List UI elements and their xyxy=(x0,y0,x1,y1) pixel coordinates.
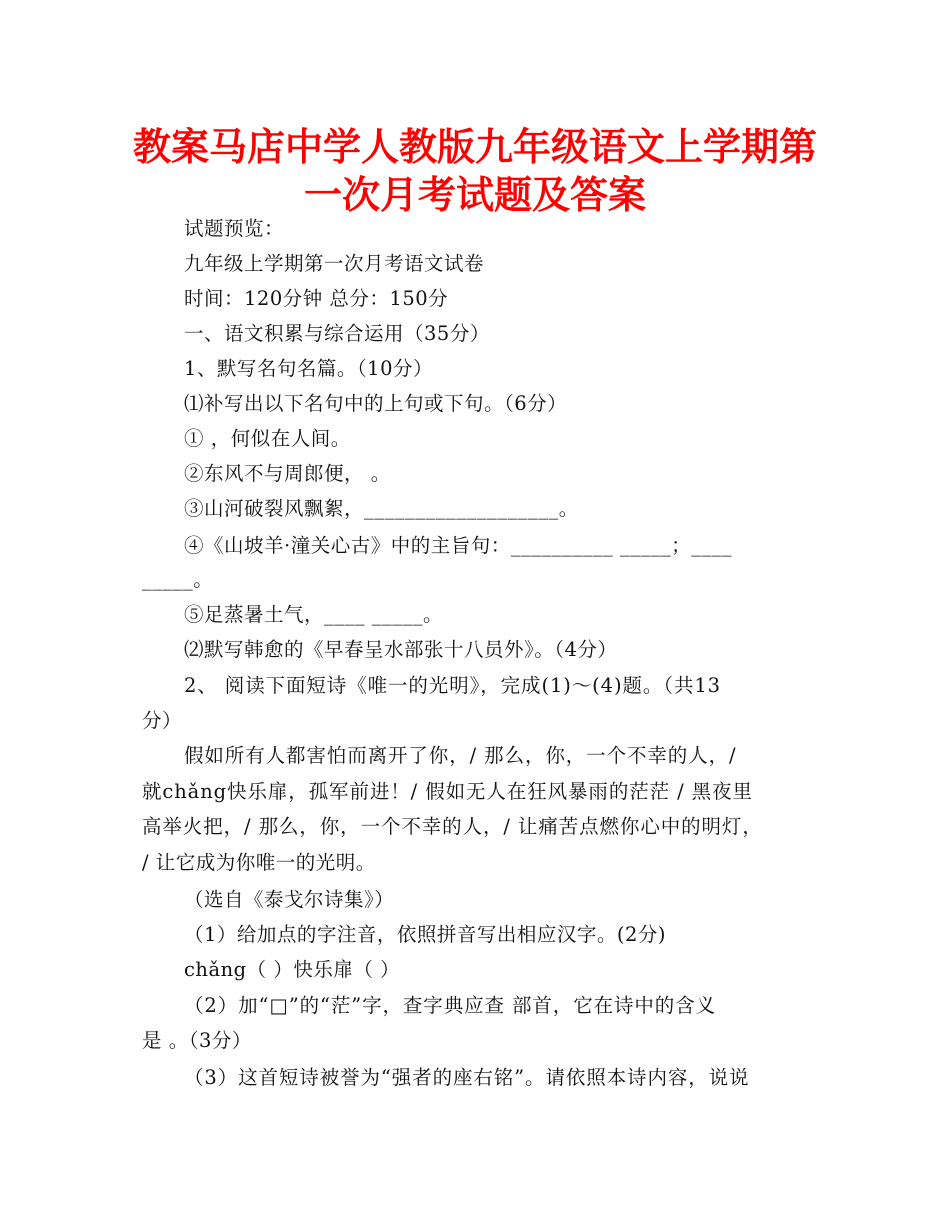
text-line: ⑵默写韩愈的《早春呈水部张十八员外》。（4分） xyxy=(184,638,618,661)
text-line: （2）加“□”的“茫”字，查字典应查 部首，它在诗中的含义 xyxy=(184,994,717,1017)
text-line: 一、语文积累与综合运用（35分） xyxy=(184,322,490,345)
text-line: （3）这首短诗被誉为“强者的座右铭”。请依照本诗内容，说说 xyxy=(184,1066,750,1089)
text-line: _____。 xyxy=(142,568,214,591)
document-title-line-1: 教案马店中学人教版九年级语文上学期第 xyxy=(132,125,817,169)
text-line: chǎng（ ）快乐扉（ ） xyxy=(184,958,401,981)
text-line: ③山河破裂风飘絮，___________________。 xyxy=(184,497,579,520)
text-line: 高举火把，/ 那么，你，一个不幸的人，/ 让痛苦点燃你心中的明灯， xyxy=(142,815,763,838)
text-line: 试题预览： xyxy=(184,217,285,240)
text-line: / 让它成为你唯一的光明。 xyxy=(142,851,376,874)
text-line: 2、 阅读下面短诗《唯一的光明》，完成(1)～(4)题。（共13 xyxy=(184,674,721,697)
text-line: 分） xyxy=(142,709,183,732)
text-line: 是 。（3分） xyxy=(142,1029,252,1052)
text-line: ⑤足蒸暑土气，____ _____。 xyxy=(184,603,443,626)
text-line: 九年级上学期第一次月考语文试卷 xyxy=(184,252,485,275)
text-line: （1）给加点的字注音，依照拼音写出相应汉字。(2分) xyxy=(184,923,667,946)
text-line: 就chǎng快乐扉，孤军前进！/ 假如无人在狂风暴雨的茫茫 / 黑夜里 xyxy=(142,780,753,803)
text-line: 假如所有人都害怕而离开了你，/ 那么，你，一个不幸的人，/ xyxy=(184,744,737,767)
text-line: 1、默写名句名篇。（10分） xyxy=(184,357,433,380)
document-title-line-2: 一次月考试题及答案 xyxy=(303,173,646,217)
text-line: ②东风不与周郎便， 。 xyxy=(184,462,391,485)
text-line: 时间：120分钟 总分：150分 xyxy=(184,287,449,310)
text-line: ⑴补写出以下名句中的上句或下句。（6分） xyxy=(184,392,568,415)
text-line: ④《山坡羊·潼关心古》中的主旨句：__________ _____；____ xyxy=(184,534,733,557)
text-line: ① ，何似在人间。 xyxy=(184,427,351,450)
text-line: （选自《泰戈尔诗集》） xyxy=(184,888,395,911)
